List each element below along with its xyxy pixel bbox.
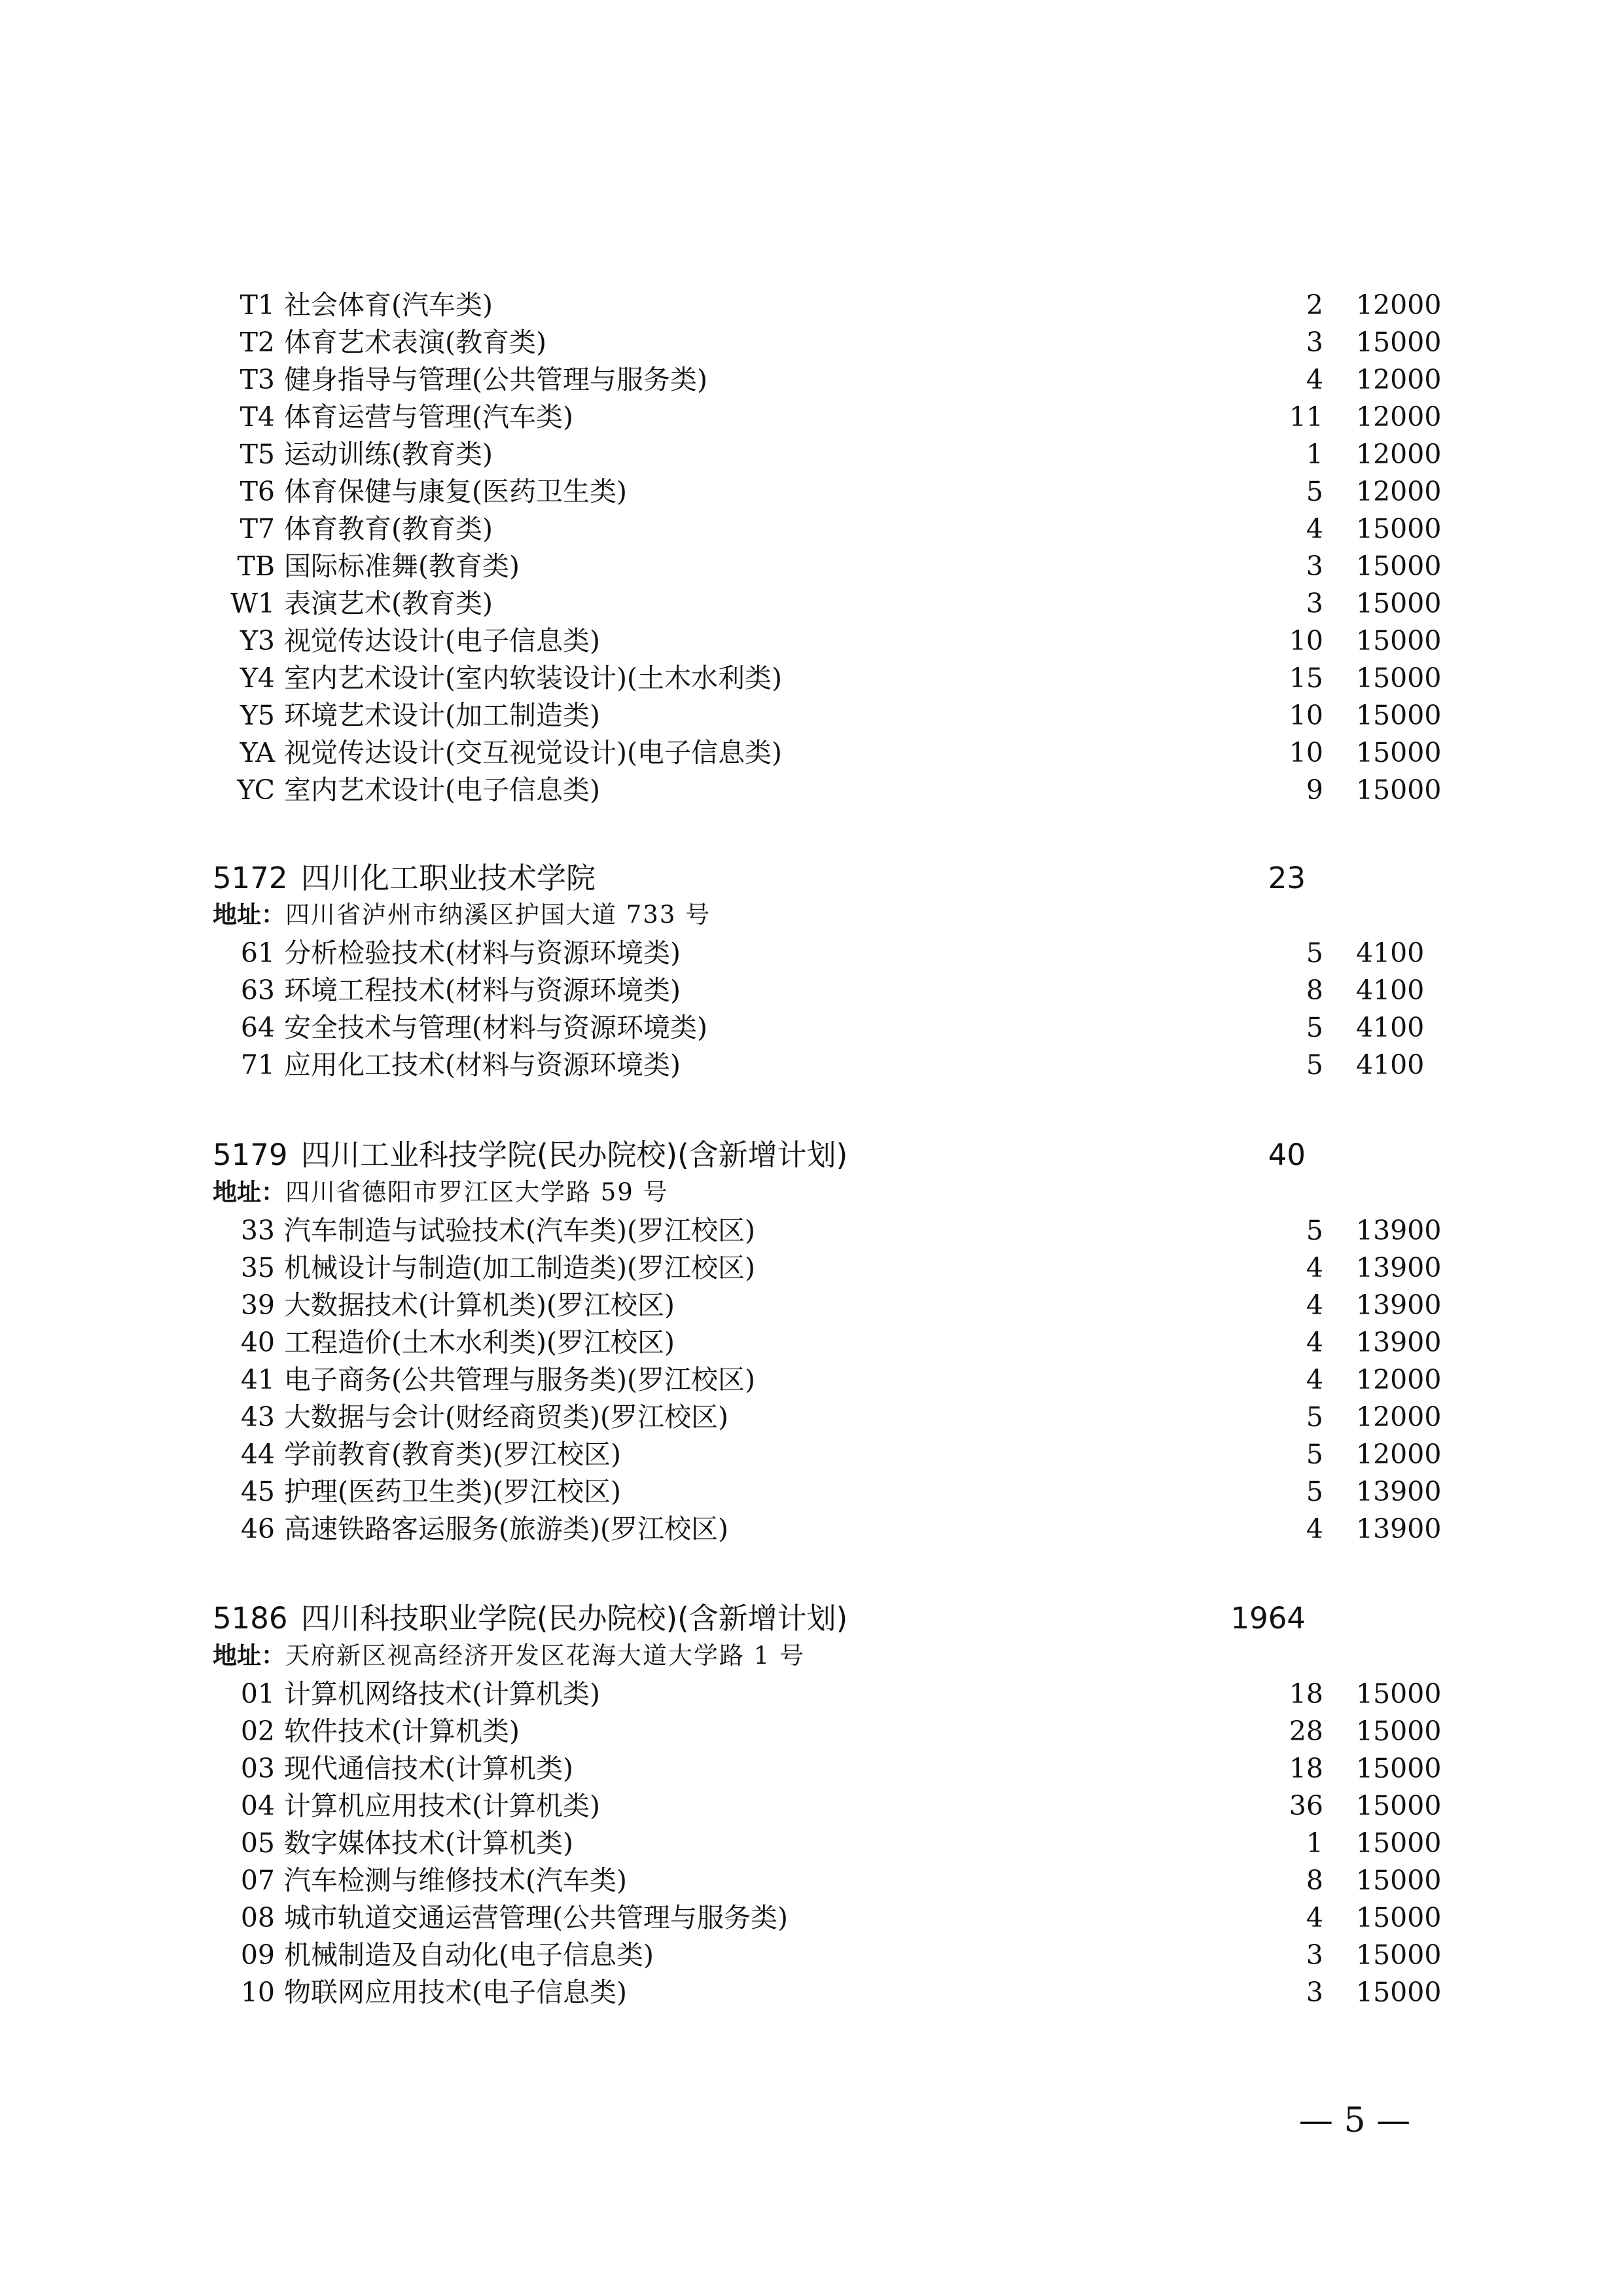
school-code: 5179: [213, 1138, 288, 1172]
program-row: [230, 1249, 1442, 1287]
program-code: 08: [240, 1902, 275, 1933]
program-count: 10: [1289, 700, 1323, 731]
program-fee: 15000: [1356, 737, 1442, 768]
program-code: 64: [240, 1012, 275, 1043]
program-name: 表演艺术(教育类): [284, 588, 493, 619]
program-name: 汽车检测与维修技术(汽车类): [284, 1865, 627, 1896]
program-count: 9: [1306, 774, 1323, 806]
program-fee: 15000: [1356, 513, 1442, 545]
program-row: [230, 697, 1442, 734]
program-row: [230, 361, 1442, 399]
program-fee: 12000: [1356, 1439, 1442, 1470]
program-row: [230, 1862, 1442, 1899]
program-row: [230, 1399, 1442, 1436]
program-count: 4: [1306, 1513, 1323, 1545]
program-count: 4: [1306, 1364, 1323, 1395]
program-fee: 15000: [1356, 1678, 1442, 1710]
program-row: [230, 660, 1442, 697]
school-name: 四川科技职业学院(民办院校)(含新增计划): [301, 1601, 848, 1636]
program-name: 环境工程技术(材料与资源环境类): [284, 975, 681, 1006]
program-count: 4: [1306, 1327, 1323, 1358]
program-count: 5: [1306, 1012, 1323, 1043]
program-count: 1: [1306, 1827, 1323, 1859]
program-code: YC: [237, 774, 275, 806]
program-name: 视觉传达设计(交互视觉设计)(电子信息类): [284, 737, 782, 768]
program-fee: 15000: [1356, 1715, 1442, 1747]
program-code: TB: [237, 550, 275, 582]
program-row: [230, 399, 1442, 436]
program-row: [230, 1511, 1442, 1548]
program-fee: 15000: [1356, 662, 1442, 694]
program-code: 35: [240, 1252, 275, 1283]
program-name: 体育运营与管理(汽车类): [284, 401, 573, 433]
program-row: [230, 1676, 1442, 1713]
program-row: [230, 1361, 1442, 1399]
program-code: 04: [240, 1790, 275, 1821]
program-row: [230, 287, 1442, 324]
page-number: — 5 —: [1298, 2101, 1411, 2140]
program-count: 4: [1306, 513, 1323, 545]
school-address: [213, 899, 711, 931]
program-fee: 15000: [1356, 774, 1442, 806]
program-fee: 13900: [1356, 1252, 1442, 1283]
program-code: Y4: [240, 662, 275, 694]
program-row: [230, 1825, 1442, 1862]
program-fee: 15000: [1356, 625, 1442, 656]
program-name: 视觉传达设计(电子信息类): [284, 625, 600, 656]
program-fee: 4100: [1356, 975, 1425, 1006]
program-row: [230, 585, 1442, 622]
program-fee: 12000: [1356, 1401, 1442, 1433]
program-fee: 12000: [1356, 439, 1442, 470]
program-row: [230, 1787, 1442, 1825]
program-name: 环境艺术设计(加工制造类): [284, 700, 600, 731]
program-fee: 15000: [1356, 1977, 1442, 2008]
program-fee: 4100: [1356, 937, 1425, 969]
program-code: 05: [240, 1827, 275, 1859]
program-name: 大数据技术(计算机类)(罗江校区): [284, 1289, 675, 1321]
program-fee: 15000: [1356, 1902, 1442, 1933]
program-count: 4: [1306, 1252, 1323, 1283]
program-code: 41: [240, 1364, 275, 1395]
school-plan-total: 1964: [1230, 1601, 1306, 1636]
program-code: 61: [240, 937, 275, 969]
program-count: 15: [1289, 662, 1323, 694]
program-name: 计算机应用技术(计算机类): [284, 1790, 600, 1821]
program-name: 安全技术与管理(材料与资源环境类): [284, 1012, 707, 1043]
program-fee: 13900: [1356, 1215, 1442, 1246]
program-fee: 13900: [1356, 1513, 1442, 1545]
program-name: 学前教育(教育类)(罗江校区): [284, 1439, 621, 1470]
program-count: 5: [1306, 1439, 1323, 1470]
program-name: 机械设计与制造(加工制造类)(罗江校区): [284, 1252, 755, 1283]
program-name: 室内艺术设计(电子信息类): [284, 774, 600, 806]
program-row: [230, 1212, 1442, 1249]
program-name: 现代通信技术(计算机类): [284, 1753, 573, 1784]
program-code: 63: [240, 975, 275, 1006]
program-name: 计算机网络技术(计算机类): [284, 1678, 600, 1710]
program-code: Y5: [240, 700, 275, 731]
program-count: 8: [1306, 975, 1323, 1006]
program-code: W1: [230, 588, 276, 619]
program-fee: 15000: [1356, 1865, 1442, 1896]
program-fee: 4100: [1356, 1049, 1425, 1081]
program-code: 07: [240, 1865, 275, 1896]
program-row: [230, 1436, 1442, 1473]
program-code: T6: [240, 476, 275, 507]
program-name: 体育保健与康复(医药卫生类): [284, 476, 627, 507]
school-name: 四川工业科技学院(民办院校)(含新增计划): [301, 1138, 848, 1172]
program-code: T5: [240, 439, 275, 470]
program-count: 5: [1306, 1049, 1323, 1081]
program-name: 城市轨道交通运营管理(公共管理与服务类): [284, 1902, 788, 1933]
program-name: 电子商务(公共管理与服务类)(罗江校区): [284, 1364, 755, 1395]
program-row: [230, 1324, 1442, 1361]
program-name: 应用化工技术(材料与资源环境类): [284, 1049, 681, 1081]
school-header: [213, 1598, 1306, 1640]
program-code: 46: [240, 1513, 275, 1545]
address-text: 四川省泸州市纳溪区护国大道 733 号: [285, 901, 711, 929]
program-count: 1: [1306, 439, 1323, 470]
program-code: T7: [240, 513, 275, 545]
school-name: 四川化工职业技术学院: [301, 861, 596, 895]
program-name: 护理(医药卫生类)(罗江校区): [284, 1476, 621, 1507]
program-fee: 15000: [1356, 327, 1442, 358]
program-count: 8: [1306, 1865, 1323, 1896]
program-code: Y3: [240, 625, 275, 656]
program-code: T1: [240, 289, 275, 321]
program-count: 18: [1289, 1678, 1323, 1710]
program-code: 71: [240, 1049, 275, 1081]
program-code: 43: [240, 1401, 275, 1433]
program-name: 体育艺术表演(教育类): [284, 327, 546, 358]
program-count: 3: [1306, 550, 1323, 582]
program-count: 4: [1306, 364, 1323, 395]
program-name: 运动训练(教育类): [284, 439, 493, 470]
program-row: [230, 548, 1442, 585]
program-row: [230, 1473, 1442, 1511]
school-address: [213, 1640, 805, 1672]
program-name: 分析检验技术(材料与资源环境类): [284, 937, 681, 969]
program-code: 02: [240, 1715, 275, 1747]
address-text: 天府新区视高经济开发区花海大道大学路 1 号: [285, 1641, 806, 1670]
program-row: [230, 622, 1442, 660]
program-name: 软件技术(计算机类): [284, 1715, 520, 1747]
program-count: 2: [1306, 289, 1323, 321]
program-code: YA: [240, 737, 275, 768]
program-count: 5: [1306, 476, 1323, 507]
program-fee: 13900: [1356, 1476, 1442, 1507]
program-count: 28: [1289, 1715, 1323, 1747]
school-plan-total: 23: [1268, 861, 1306, 895]
program-name: 国际标准舞(教育类): [284, 550, 520, 582]
program-name: 大数据与会计(财经商贸类)(罗江校区): [284, 1401, 728, 1433]
program-row: [230, 1899, 1442, 1937]
program-row: [230, 436, 1442, 473]
program-count: 4: [1306, 1902, 1323, 1933]
program-name: 物联网应用技术(电子信息类): [284, 1977, 627, 2008]
program-code: 03: [240, 1753, 275, 1784]
program-code: 09: [240, 1939, 275, 1971]
program-fee: 15000: [1356, 588, 1442, 619]
program-count: 10: [1289, 737, 1323, 768]
school-header: [213, 1134, 1306, 1176]
program-fee: 15000: [1356, 1939, 1442, 1971]
program-code: T4: [240, 401, 275, 433]
program-row: [230, 1750, 1442, 1787]
program-row: [230, 511, 1442, 548]
program-fee: 15000: [1356, 1753, 1442, 1784]
program-count: 3: [1306, 327, 1323, 358]
school-code: 5172: [213, 861, 288, 895]
school-address: [213, 1176, 669, 1209]
program-count: 3: [1306, 588, 1323, 619]
program-fee: 12000: [1356, 364, 1442, 395]
address-label: 地址：: [213, 1641, 285, 1670]
program-row: [230, 1974, 1442, 2011]
school-plan-total: 40: [1268, 1138, 1306, 1172]
program-count: 18: [1289, 1753, 1323, 1784]
school-code: 5186: [213, 1601, 288, 1636]
program-name: 健身指导与管理(公共管理与服务类): [284, 364, 707, 395]
program-fee: 13900: [1356, 1327, 1442, 1358]
program-count: 10: [1289, 625, 1323, 656]
program-code: 40: [240, 1327, 275, 1358]
school-header: [213, 857, 1306, 899]
program-name: 室内艺术设计(室内软装设计)(土木水利类): [284, 662, 782, 694]
program-row: [230, 935, 1425, 972]
program-name: 机械制造及自动化(电子信息类): [284, 1939, 654, 1971]
program-code: 10: [240, 1977, 275, 2008]
program-fee: 15000: [1356, 550, 1442, 582]
program-code: 01: [240, 1678, 275, 1710]
program-row: [230, 972, 1425, 1009]
program-code: 45: [240, 1476, 275, 1507]
program-fee: 12000: [1356, 289, 1442, 321]
program-name: 高速铁路客运服务(旅游类)(罗江校区): [284, 1513, 728, 1545]
address-text: 四川省德阳市罗江区大学路 59 号: [285, 1178, 669, 1206]
program-row: [230, 1937, 1442, 1974]
program-row: [230, 324, 1442, 361]
program-name: 体育教育(教育类): [284, 513, 493, 545]
program-row: [230, 1287, 1442, 1324]
address-label: 地址：: [213, 901, 285, 929]
program-row: [230, 1009, 1425, 1047]
program-name: 汽车制造与试验技术(汽车类)(罗江校区): [284, 1215, 755, 1246]
program-fee: 12000: [1356, 476, 1442, 507]
program-count: 36: [1289, 1790, 1323, 1821]
program-row: [230, 1713, 1442, 1750]
program-row: [230, 772, 1442, 809]
program-name: 社会体育(汽车类): [284, 289, 493, 321]
program-count: 5: [1306, 1476, 1323, 1507]
program-fee: 13900: [1356, 1289, 1442, 1321]
program-name: 数字媒体技术(计算机类): [284, 1827, 573, 1859]
program-row: [230, 734, 1442, 772]
program-count: 11: [1289, 401, 1323, 433]
program-fee: 12000: [1356, 401, 1442, 433]
address-label: 地址：: [213, 1178, 285, 1206]
program-fee: 15000: [1356, 1790, 1442, 1821]
program-code: 44: [240, 1439, 275, 1470]
program-code: T3: [240, 364, 275, 395]
program-code: 39: [240, 1289, 275, 1321]
program-row: [230, 1047, 1425, 1084]
program-count: 5: [1306, 1401, 1323, 1433]
program-fee: 12000: [1356, 1364, 1442, 1395]
program-code: T2: [240, 327, 275, 358]
program-fee: 15000: [1356, 700, 1442, 731]
program-count: 5: [1306, 1215, 1323, 1246]
program-count: 3: [1306, 1977, 1323, 2008]
program-name: 工程造价(土木水利类)(罗江校区): [284, 1327, 675, 1358]
program-code: 33: [240, 1215, 275, 1246]
program-row: [230, 473, 1442, 511]
program-fee: 4100: [1356, 1012, 1425, 1043]
program-count: 5: [1306, 937, 1323, 969]
program-fee: 15000: [1356, 1827, 1442, 1859]
program-count: 4: [1306, 1289, 1323, 1321]
program-count: 3: [1306, 1939, 1323, 1971]
